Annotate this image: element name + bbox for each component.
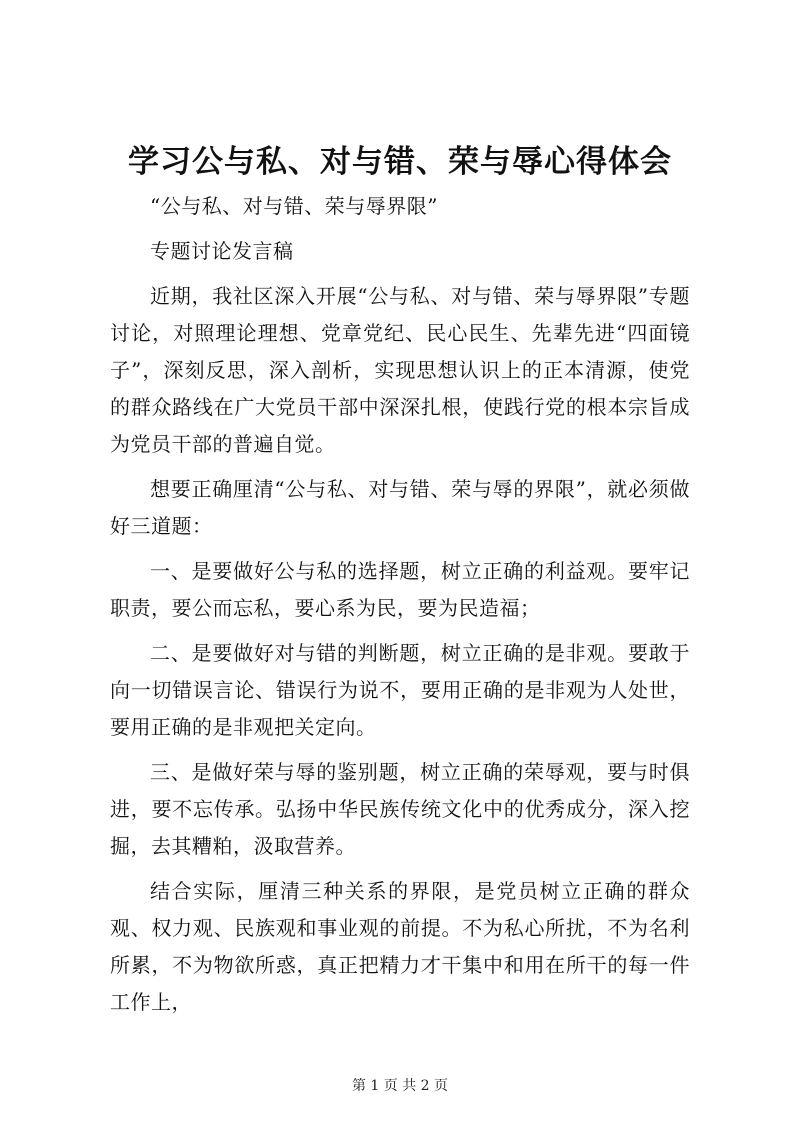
document-body [110,188,690,1029]
paragraph-subtitle-2: 专题讨论发言稿 [150,239,294,263]
paragraph-subtitle: “公与私、对与错、荣与辱界限” [150,194,438,218]
paragraph: 三、是做好荣与辱的鉴别题，树立正确的荣辱观，要与时俱进，要不忘传承。弘扬中华民族传统文化中的优秀成分，深入挖掘，去其糟粕，汲取营养。 [110,760,690,858]
paragraph: 二、是要做好对与错的判断题，树立正确的是非观。要敢于向一切错误言论、错误行为说不，要用正确的是非观为人处世，要用正确的是非观把关定向。 [110,641,690,739]
document-title: 学习公与私、对与错、荣与辱心得体会 [128,144,672,180]
paragraph: 结合实际，厘清三种关系的界限，是党员树立正确的群众观、权力观、民族观和事业观的前提。不为私心所扰，不为名利所累，不为物欲所惑，真正把精力才干集中和用在所干的每一件工作上， [110,879,690,1014]
paragraph: 近期，我社区深入开展“公与私、对与错、荣与辱界限”专题讨论，对照理论理想、党章党纪、民心民生、先辈先进“四面镜子”，深刻反思，深入剖析，实现思想认识上的正本清源，使党的群众路线在广大党员干部中深深扎根，使践行党的根本宗旨成为党员干部的普遍自觉。 [110,284,690,456]
page-footer: 第 1 页 共 2 页 [351,1078,449,1094]
paragraph: 想要正确厘清“公与私、对与错、荣与辱的界限”，就必须做好三道题： [110,477,690,538]
paragraph: 一、是要做好公与私的选择题，树立正确的利益观。要牢记职责，要公而忘私，要心系为民，要为民造福； [110,559,690,620]
